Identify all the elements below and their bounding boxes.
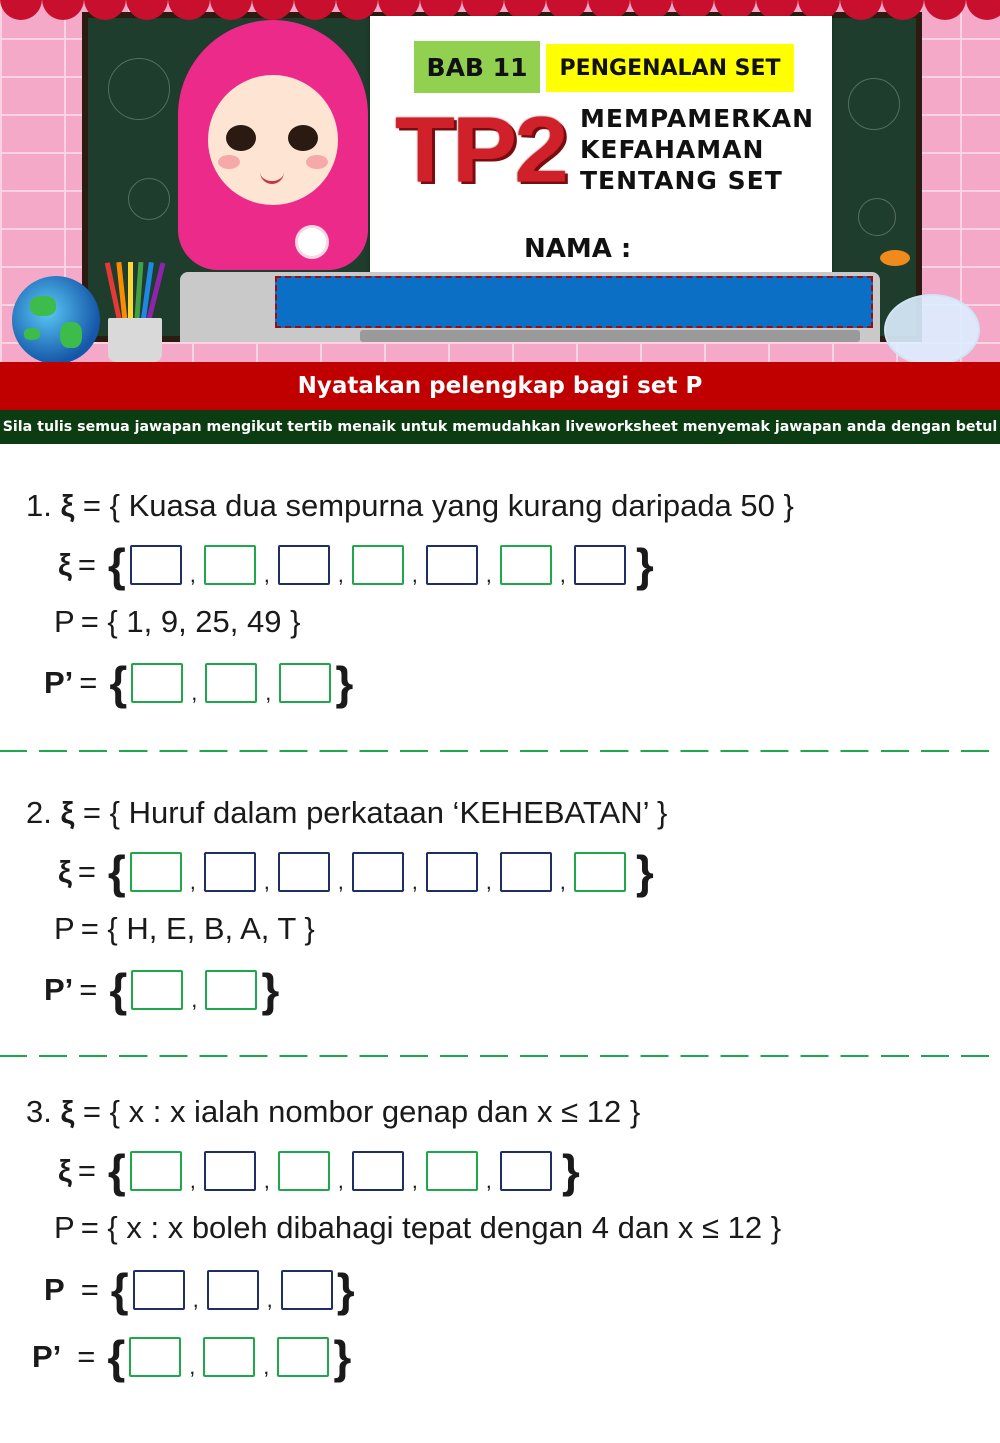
answer-box[interactable] bbox=[500, 545, 552, 585]
question-1-complement: P’ = { , , } bbox=[44, 657, 354, 709]
answer-box[interactable] bbox=[500, 852, 552, 892]
name-input[interactable] bbox=[275, 276, 873, 328]
answer-box[interactable] bbox=[204, 852, 256, 892]
question-2-universal-set: ξ = { , , , , , , } bbox=[58, 846, 654, 898]
question-1-set-p: P = { 1, 9, 25, 49 } bbox=[54, 604, 301, 639]
answer-box[interactable] bbox=[205, 663, 257, 703]
answer-box[interactable] bbox=[279, 663, 331, 703]
answer-box[interactable] bbox=[204, 545, 256, 585]
answer-box[interactable] bbox=[277, 1337, 329, 1377]
answer-box[interactable] bbox=[352, 852, 404, 892]
answer-box[interactable] bbox=[205, 970, 257, 1010]
question-3-universal-set: ξ = { , , , , , } bbox=[58, 1145, 580, 1197]
globe-icon bbox=[12, 276, 100, 362]
instruction-title: Nyatakan pelengkap bagi set P bbox=[0, 362, 1000, 410]
question-2-title: 2. ξ = { Huruf dalam perkataan ‘KEHEBATAN’ } bbox=[26, 795, 668, 830]
answer-box[interactable] bbox=[574, 545, 626, 585]
name-label: NAMA : bbox=[524, 234, 632, 264]
topic-badge: PENGENALAN SET bbox=[546, 44, 794, 92]
section-divider bbox=[0, 1055, 1000, 1057]
question-3-complement: P’ = { , , } bbox=[32, 1331, 352, 1383]
answer-box[interactable] bbox=[352, 545, 404, 585]
answer-box[interactable] bbox=[426, 1151, 478, 1191]
answer-box[interactable] bbox=[203, 1337, 255, 1377]
answer-box[interactable] bbox=[207, 1270, 259, 1310]
laptop-base bbox=[360, 330, 860, 342]
question-3-set-p-desc: P = { x : x boleh dibahagi tepat dengan 4 dan x ≤ 12 } bbox=[54, 1210, 782, 1245]
answer-box[interactable] bbox=[278, 545, 330, 585]
flower-icon bbox=[298, 228, 326, 256]
question-1-universal-set: ξ = { , , , , , , } bbox=[58, 539, 654, 591]
teacher-illustration bbox=[178, 20, 368, 270]
answer-box[interactable] bbox=[131, 663, 183, 703]
level-title: TP2 bbox=[395, 96, 566, 202]
answer-box[interactable] bbox=[426, 545, 478, 585]
answer-box[interactable] bbox=[204, 1151, 256, 1191]
answer-box[interactable] bbox=[352, 1151, 404, 1191]
question-3-title: 3. ξ = { x : x ialah nombor genap dan x ≤ 12 } bbox=[26, 1094, 641, 1129]
answer-box[interactable] bbox=[574, 852, 626, 892]
answer-box[interactable] bbox=[426, 852, 478, 892]
question-2-set-p: P = { H, E, B, A, T } bbox=[54, 911, 315, 946]
answer-box[interactable] bbox=[133, 1270, 185, 1310]
answer-box[interactable] bbox=[130, 545, 182, 585]
answer-box[interactable] bbox=[278, 852, 330, 892]
chapter-badge: BAB 11 bbox=[414, 41, 540, 93]
question-3-set-p: P = { , , } bbox=[44, 1264, 355, 1316]
fishbowl-icon bbox=[884, 294, 980, 362]
header-banner bbox=[0, 0, 1000, 362]
goldfish-icon bbox=[880, 250, 910, 266]
answer-box[interactable] bbox=[281, 1270, 333, 1310]
answer-box[interactable] bbox=[129, 1337, 181, 1377]
instruction-note: Sila tulis semua jawapan mengikut tertib menaik untuk memudahkan liveworksheet menyemak jawapan anda dengan betul bbox=[0, 410, 1000, 444]
level-description: MEMPAMERKAN KEFAHAMAN TENTANG SET bbox=[580, 104, 815, 195]
answer-box[interactable] bbox=[500, 1151, 552, 1191]
answer-box[interactable] bbox=[130, 852, 182, 892]
answer-box[interactable] bbox=[131, 970, 183, 1010]
section-divider bbox=[0, 750, 1000, 752]
answer-box[interactable] bbox=[278, 1151, 330, 1191]
question-2-complement: P’ = { , } bbox=[44, 964, 280, 1016]
question-1-title: 1. ξ = { Kuasa dua sempurna yang kurang daripada 50 } bbox=[26, 488, 794, 523]
pencil-cup bbox=[108, 318, 162, 362]
answer-box[interactable] bbox=[130, 1151, 182, 1191]
